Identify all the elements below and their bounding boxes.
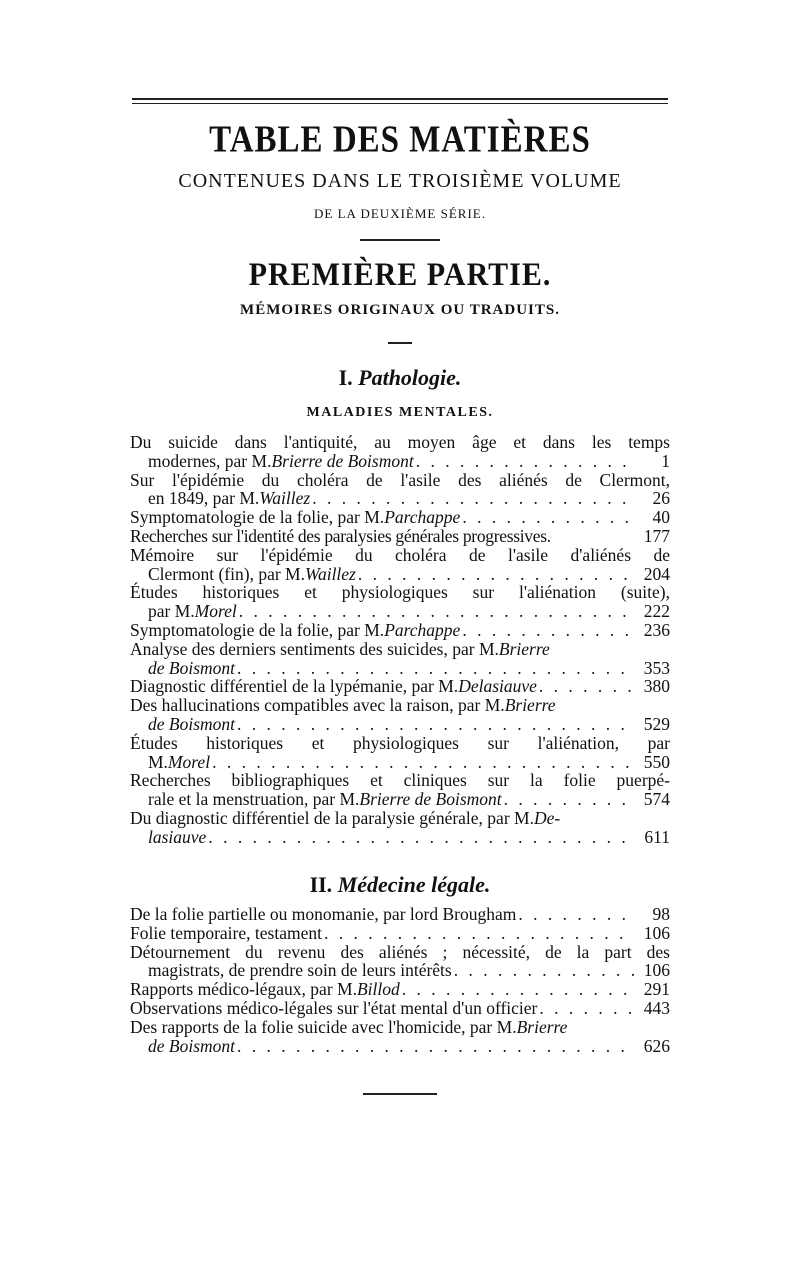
page-number: 291	[643, 979, 670, 1000]
page-number: 236	[643, 619, 670, 640]
section-title: Médecine légale.	[337, 872, 491, 897]
toc-entry: Rapports médico-légaux, par M. Billod . . . 291	[130, 980, 670, 999]
toc-entry: Symptomatologie de la folie, par M. Parchappe . . . 236	[130, 621, 670, 640]
page-number: 204	[643, 563, 670, 584]
section-heading-medecine-legale	[0, 872, 800, 898]
toc-entry: Détournement du revenu des aliénés ; nécessité, de la part des magistrats, de prendre soin de leurs intérêts . . . 106	[130, 943, 670, 981]
page-number: 611	[644, 826, 670, 847]
section-heading-pathologie	[0, 365, 800, 391]
page-number: 574	[643, 789, 670, 810]
entries-medecine-legale	[130, 905, 670, 1055]
toc-entry: Recherches bibliographiques et cliniques sur la folie puerpé- rale et la menstruation, par M. Brierre de Boismont . . . 574	[130, 771, 670, 809]
toc-entry: Du suicide dans l'antiquité, au moyen âge et dans les temps modernes, par M. Brierre de Boismont . . . 1	[130, 433, 670, 471]
short-rule	[388, 342, 412, 344]
series-line: DE LA DEUXIÈME SÉRIE.	[314, 206, 486, 221]
page-number: 353	[643, 657, 670, 678]
toc-entry: Symptomatologie de la folie, par M. Parchappe . . . 40	[130, 508, 670, 527]
section-numeral: II.	[309, 872, 333, 897]
page-number: 40	[652, 507, 670, 528]
toc-entry: Études historiques et physiologiques sur l'aliénation, par M. Morel . . . 550	[130, 734, 670, 772]
section-title: Pathologie.	[358, 365, 462, 390]
toc-entry: Mémoire sur l'épidémie du choléra de l'asile d'aliénés de Clermont (fin), par M. Waillez . . . 204	[130, 546, 670, 584]
part-subtitle: MÉMOIRES ORIGINAUX OU TRADUITS.	[240, 302, 560, 318]
divider-rule	[360, 239, 440, 241]
page-number: 443	[643, 997, 670, 1018]
entries-pathologie	[130, 433, 670, 847]
toc-entry: De la folie partielle ou monomanie, par lord Brougham . . . 98	[130, 905, 670, 924]
bottom-rule	[363, 1093, 437, 1095]
toc-entry: Des rapports de la folie suicide avec l'homicide, par M. Brierre de Boismont . . . 626	[130, 1018, 670, 1056]
page-number: 550	[643, 751, 670, 772]
page-number: 626	[643, 1035, 670, 1056]
page-number: 26	[652, 488, 670, 509]
subsection-heading: MALADIES MENTALES.	[306, 405, 494, 420]
top-rule-thin	[132, 103, 668, 104]
toc-entry: Analyse des derniers sentiments des suicides, par M. Brierre de Boismont . . . 353	[130, 640, 670, 678]
toc-entry: Du diagnostic différentiel de la paralysie générale, par M. De- lasiauve . . . 611	[130, 809, 670, 847]
toc-entry: Études historiques et physiologiques sur l'aliénation (suite), par M. Morel . . . 222	[130, 583, 670, 621]
page-number: 529	[643, 713, 670, 734]
toc-entry: Sur l'épidémie du choléra de l'asile des aliénés de Clermont, en 1849, par M. Waillez . . . 26	[130, 471, 670, 509]
toc-entry: Observations médico-légales sur l'état mental d'un officier . . . 443	[130, 999, 670, 1018]
section-numeral: I.	[338, 365, 353, 390]
page-number: 106	[643, 922, 670, 943]
page-subtitle: CONTENUES DANS LE TROISIÈME VOLUME	[178, 170, 622, 192]
page-number: 177	[643, 525, 670, 546]
page-title: TABLE DES MATIÈRES	[209, 119, 591, 161]
toc-entry: Folie temporaire, testament . . . 106	[130, 924, 670, 943]
toc-entry: Des hallucinations compatibles avec la raison, par M. Brierre de Boismont . . . 529	[130, 696, 670, 734]
page-number: 222	[643, 601, 670, 622]
page-number: 1	[661, 450, 670, 471]
toc-entry: Recherches sur l'identité des paralysies générales progressives. 177	[130, 525, 670, 546]
part-title: PREMIÈRE PARTIE.	[248, 256, 552, 293]
page-number: 380	[643, 676, 670, 697]
page-number: 98	[652, 904, 670, 924]
top-rule	[132, 98, 668, 100]
page-number: 106	[643, 960, 670, 981]
toc-entry: Diagnostic différentiel de la lypémanie, par M. Delasiauve . . . 380	[130, 677, 670, 696]
